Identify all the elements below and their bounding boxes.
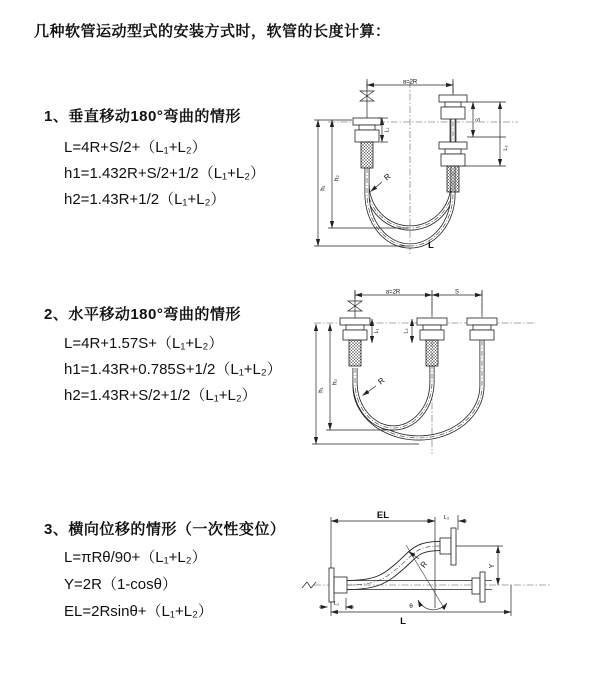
length-label: L [428,240,434,251]
h2-label: h₂ [334,175,341,181]
stroke-label: S [454,289,460,296]
section-2-formula-L: L=4R+1.57S+（L₁+L₂） [64,335,224,352]
span-label: a=2R [402,79,418,86]
braid-section [447,166,459,192]
section-1-formula-L: L=4R+S/2+（L₁+L₂） [64,139,207,156]
section-2-heading: 2、水平移动180°弯曲的情形 [44,306,241,323]
l1-label: L₁ [374,328,380,334]
left-fitting [353,118,381,168]
braid-section [349,340,361,366]
dimension-span-a2r [355,290,482,317]
section-2-formula-h1: h1=1.43R+0.785S+1/2（L₁+L₂） [64,361,282,378]
span-label: a=2R [385,289,401,296]
l2-label: L₂ [503,145,509,151]
radius-label: R [376,375,387,387]
radius-callout [363,376,387,396]
l1-label: L₁ [334,601,339,607]
angle-theta [406,545,447,610]
page-title: 几种软管运动型式的安装方式时，软管的长度计算： [34,23,391,40]
section-3-formula-EL: EL=2Rsinθ+（L₁+L₂） [64,603,213,620]
section-3-heading: 3、横向位移的情形（一次性变位） [44,521,286,538]
l2-label: L₂ [403,328,410,334]
section-1-formula-h2: h2=1.43R+1/2（L₁+L₂） [64,191,226,208]
diagram-horizontal-180-bend [308,286,548,466]
dimension-l2 [462,102,509,166]
dimension-l2 [404,319,413,343]
l2-label: L₂ [443,515,450,521]
section-1-formula-h1: h1=1.432R+S/2+1/2（L₁+L₂） [64,165,266,182]
centerline-break-symbol [302,582,316,588]
h1-label: h₁ [320,185,327,191]
length-label: L [400,616,406,627]
section-2-formula-h2: h2=1.43R+S/2+1/2（L₁+L₂） [64,387,257,404]
right-fitting-moved [467,318,497,340]
theta-label: θ [409,603,413,610]
right-flange-original [472,572,485,602]
section-1-heading: 1、垂直移动180°弯曲的情形 [44,108,241,125]
dimension-l1 [319,598,354,610]
braid-section [426,340,438,366]
radius-label: R [418,559,430,570]
dimension-l2 [426,515,467,530]
dimension-l1 [372,319,380,343]
y-label: Y [489,563,496,569]
el-label: EL [376,510,390,521]
dimension-stroke-s [432,290,482,296]
braid-section [361,142,373,168]
left-fitting [340,318,370,366]
section-3-formula-L: L=πRθ/90+（L₁+L₂） [64,549,207,566]
radius-label: R [382,171,393,183]
radius-callout [371,172,393,192]
h1-label: h₁ [318,387,325,393]
left-flange [329,568,347,602]
diagram-lateral-displacement [298,506,562,646]
right-fitting-lower [439,142,467,192]
right-flange-displaced [440,528,456,565]
diagram-vertical-180-bend [312,76,528,260]
section-3-formula-Y: Y=2R（1-cosθ） [64,576,177,593]
stroke-label: S [476,117,482,123]
l1-label: L₁ [384,127,391,133]
h2-label: h₂ [332,379,339,385]
middle-fitting [417,318,447,366]
